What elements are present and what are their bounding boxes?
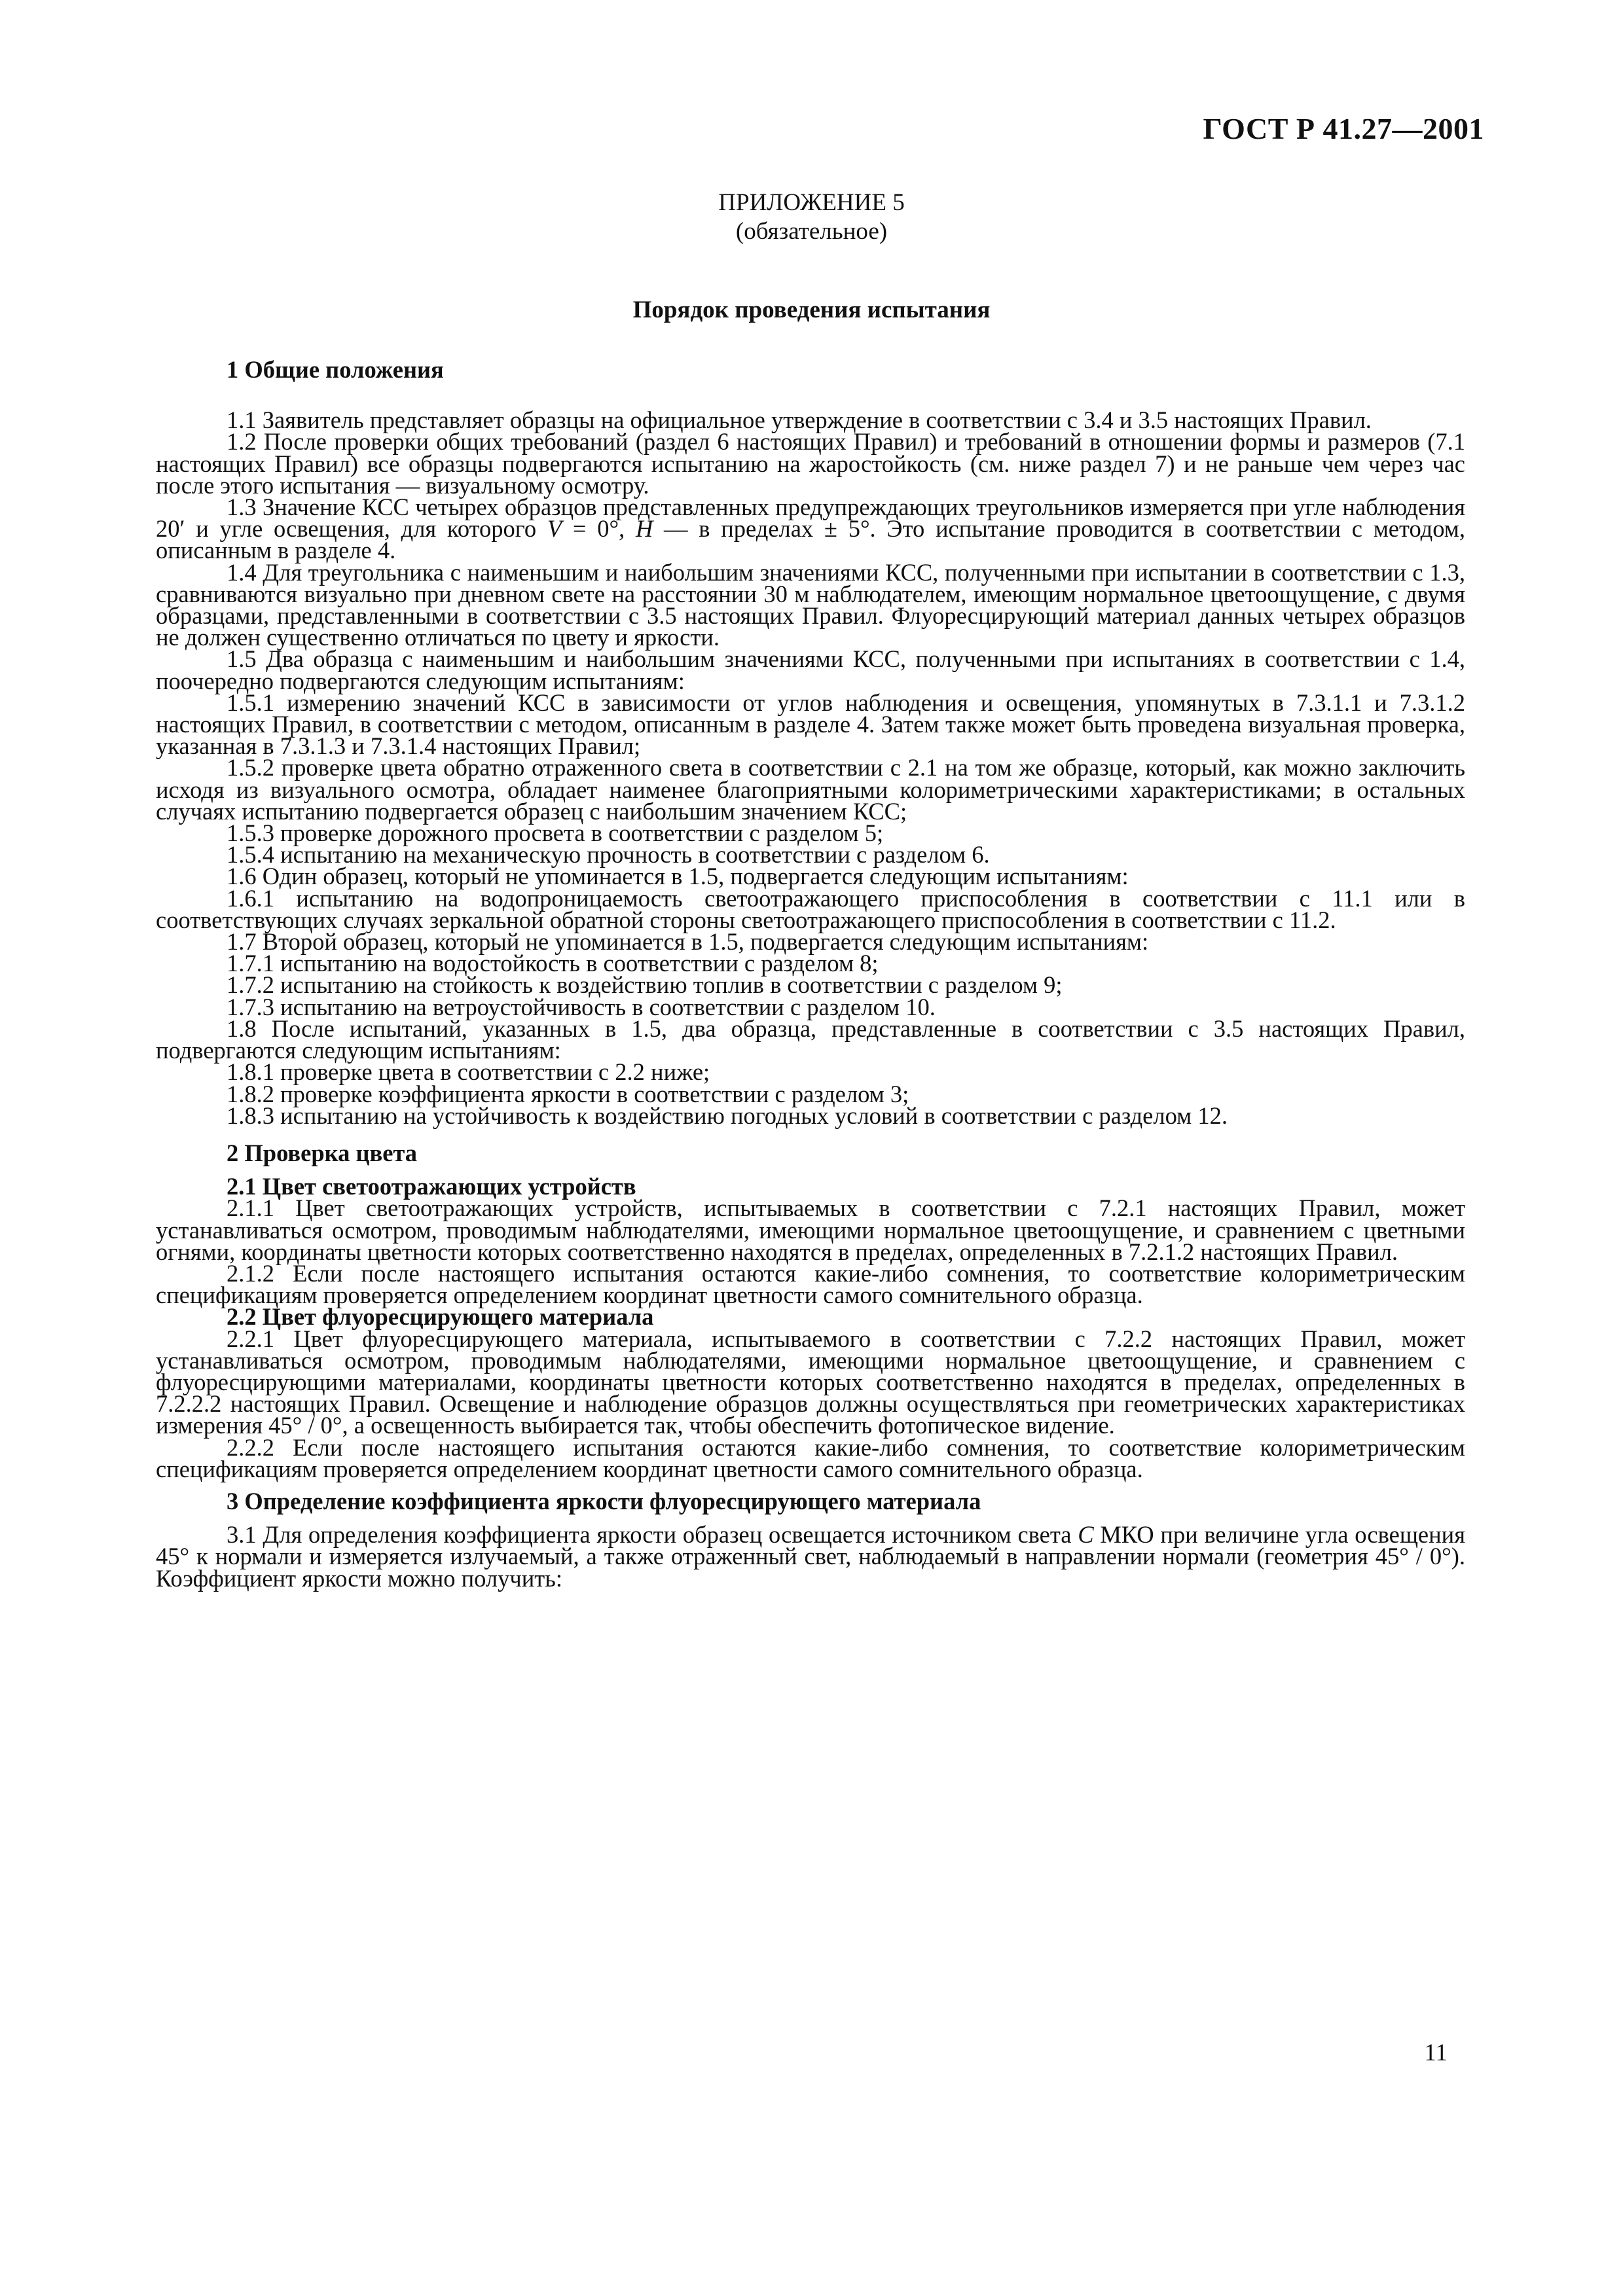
document-title: Порядок проведения испытания — [632, 296, 991, 323]
paragraph-1-5-2: 1.5.2 проверке цвета обратно отраженного света в соответствии с 2.1 на том же образце, который, как можно заключить исходя из визуального осмотра, обладает наименее благоприятными колориметрическими характеристиками; в остальных случаях испытанию подвергается образец с наибольшим значением КСС; — [156, 754, 1465, 825]
paragraph-1-3 — [156, 493, 1466, 564]
paragraph-3-1-part-b: МКО при величине угла освещения 45° к нормали и измеряется излучаемый, а также отраженный свет, наблюдаемый в направлении нормали (геометрия 45° / 0°). Коэффициент яркости можно получить: — [156, 1521, 1465, 1592]
subsection-heading-2-2: 2.2 Цвет флуоресцирующего материала — [227, 1303, 654, 1331]
section-heading-2: 2 Проверка цвета — [227, 1139, 418, 1166]
paragraph-1-2: 1.2 После проверки общих требований (раздел 6 настоящих Правил) и требований в отношении формы и размеров (7.1 настоящих Правил) все образцы подвергаются испытанию на жаростойкость (см. ниже раздел 7) и не раньше чем через час после этого испытания — визуальному осмотру. — [156, 428, 1465, 499]
variable-v: V — [547, 515, 562, 543]
paragraph-1-5: 1.5 Два образца с наименьшим и наибольшим значениями КСС, полученными при испытаниях в соответствии с 1.4, поочередно подвергаются следующим испытаниям: — [156, 645, 1465, 694]
paragraph-1-4: 1.4 Для треугольника с наименьшим и наибольшим значениями КСС, полученными при испытании в соответствии с 1.3, сравниваются визуально при дневном свете на расстоянии 30 м наблюдателем, имеющим нормальное цветоощущение, с двумя образцами, представленными в соответствии с 3.5 настоящих Правил. Флуоресцирующий материал данных четырех образцов не должен существенно отличаться по цвету и яркости. — [156, 558, 1465, 651]
section-heading-1: 1 Общие положения — [227, 356, 444, 383]
standard-code-header: ГОСТ Р 41.27—2001 — [1203, 112, 1484, 145]
document-body — [156, 356, 1466, 1592]
paragraph-1-6: 1.6 Один образец, который не упоминается в 1.5, подвергается следующим испытаниям: — [227, 863, 1129, 890]
paragraph-1-7-1: 1.7.1 испытанию на водостойкость в соответствии с разделом 8; — [227, 950, 879, 977]
paragraph-1-3-part-c: — в пределах ± 5°. Это испытание проводится в соответствии с методом, описанным в разделе 4. — [156, 515, 1466, 564]
paragraph-1-7-2: 1.7.2 испытанию на стойкость к воздействию топлив в соответствии с разделом 9; — [227, 971, 1063, 999]
appendix-heading — [0, 188, 1623, 246]
appendix-status: (обязательное) — [735, 218, 888, 245]
paragraph-1-5-4: 1.5.4 испытанию на механическую прочность в соответствии с разделом 6. — [227, 841, 990, 869]
section-heading-3: 3 Определение коэффициента яркости флуоресцирующего материала — [227, 1487, 981, 1515]
paragraph-1-3-part-b: = 0°, — [562, 515, 636, 543]
paragraph-1-7-3: 1.7.3 испытанию на ветроустойчивость в соответствии с разделом 10. — [227, 993, 936, 1020]
paragraph-1-8-1: 1.8.1 проверке цвета в соответствии с 2.2 ниже; — [227, 1058, 710, 1086]
appendix-label: ПРИЛОЖЕНИЕ 5 — [718, 189, 905, 216]
paragraph-1-6-1: 1.6.1 испытанию на водопроницаемость светоотражающего приспособления в соответствии с 11.1 или в соответствующих случаях зеркальной обратной стороны светоотражающего приспособления в соответствии с 11.2. — [156, 884, 1465, 933]
paragraph-1-7: 1.7 Второй образец, который не упоминается в 1.5, подвергается следующим испытаниям: — [227, 928, 1149, 956]
variable-h: H — [635, 515, 653, 543]
paragraph-2-1-2: 2.1.2 Если после настоящего испытания остаются какие-либо сомнения, то соответствие колориметрическим спецификациям проверяется определением координат цветности самого сомнительного образца. — [156, 1259, 1465, 1309]
paragraph-2-2-2: 2.2.2 Если после настоящего испытания остаются какие-либо сомнения, то соответствие колориметрическим спецификациям проверяется определением координат цветности самого сомнительного образца. — [156, 1433, 1465, 1482]
paragraph-1-1: 1.1 Заявитель представляет образцы на официальное утверждение в соответствии с 3.4 и 3.5 настоящих Правил. — [227, 406, 1372, 434]
paragraph-2-2-1: 2.2.1 Цвет флуоресцирующего материала, испытываемого в соответствии с 7.2.2 настоящих Правил, может устанавливаться осмотром, проводимым наблюдателями, имеющими нормальное цветоощущение, и сравнением с флуоресцирующими материалами, координаты цветности которых соответственно находятся в пределах, определенных в 7.2.2.2 настоящих Правил. Освещение и наблюдение образцов должны осуществляться при геометрических характеристиках измерения 45° / 0°, а освещенность выбирается так, чтобы обеспечить фотопическое видение. — [156, 1325, 1465, 1439]
illuminant-c: С — [1078, 1521, 1094, 1549]
paragraph-2-1-1: 2.1.1 Цвет светоотражающих устройств, испытываемых в соответствии с 7.2.1 настоящих Правил, может устанавливаться осмотром, проводимым наблюдателями, имеющими нормальное цветоощущение, и сравнением с цветными огнями, координаты цветности которых соответственно находятся в пределах, определенных в 7.2.1.2 настоящих Правил. — [156, 1194, 1465, 1265]
paragraph-3-1 — [156, 1521, 1465, 1592]
paragraph-1-8-2: 1.8.2 проверке коэффициента яркости в соответствии с разделом 3; — [227, 1080, 909, 1107]
subsection-heading-2-1: 2.1 Цвет светоотражающих устройств — [227, 1173, 636, 1200]
paragraph-1-8-3: 1.8.3 испытанию на устойчивость к воздействию погодных условий в соответствии с разделом 12. — [227, 1102, 1228, 1129]
paragraph-1-3-part-a: 1.3 Значение КСС четырех образцов представленных предупреждающих треугольников измеряется при угле наблюдения 20′ и угле освещения, для которого — [156, 493, 1465, 543]
paragraph-1-5-3: 1.5.3 проверке дорожного просвета в соответствии с разделом 5; — [227, 819, 884, 847]
page-number: 11 — [1424, 2039, 1448, 2066]
paragraph-3-1-part-a: 3.1 Для определения коэффициента яркости образец освещается источником света — [227, 1521, 1078, 1549]
paragraph-1-5-1: 1.5.1 измерению значений КСС в зависимости от углов наблюдения и освещения, упомянутых в 7.3.1.1 и 7.3.1.2 настоящих Правил, в соответствии с методом, описанным в разделе 4. Затем также может быть проведена визуальная проверка, указанная в 7.3.1.3 и 7.3.1.4 настоящих Правил; — [156, 689, 1465, 760]
paragraph-1-8: 1.8 После испытаний, указанных в 1.5, два образца, представленные в соответствии с 3.5 настоящих Правил, подвергаются следующим испытаниям: — [156, 1014, 1465, 1064]
